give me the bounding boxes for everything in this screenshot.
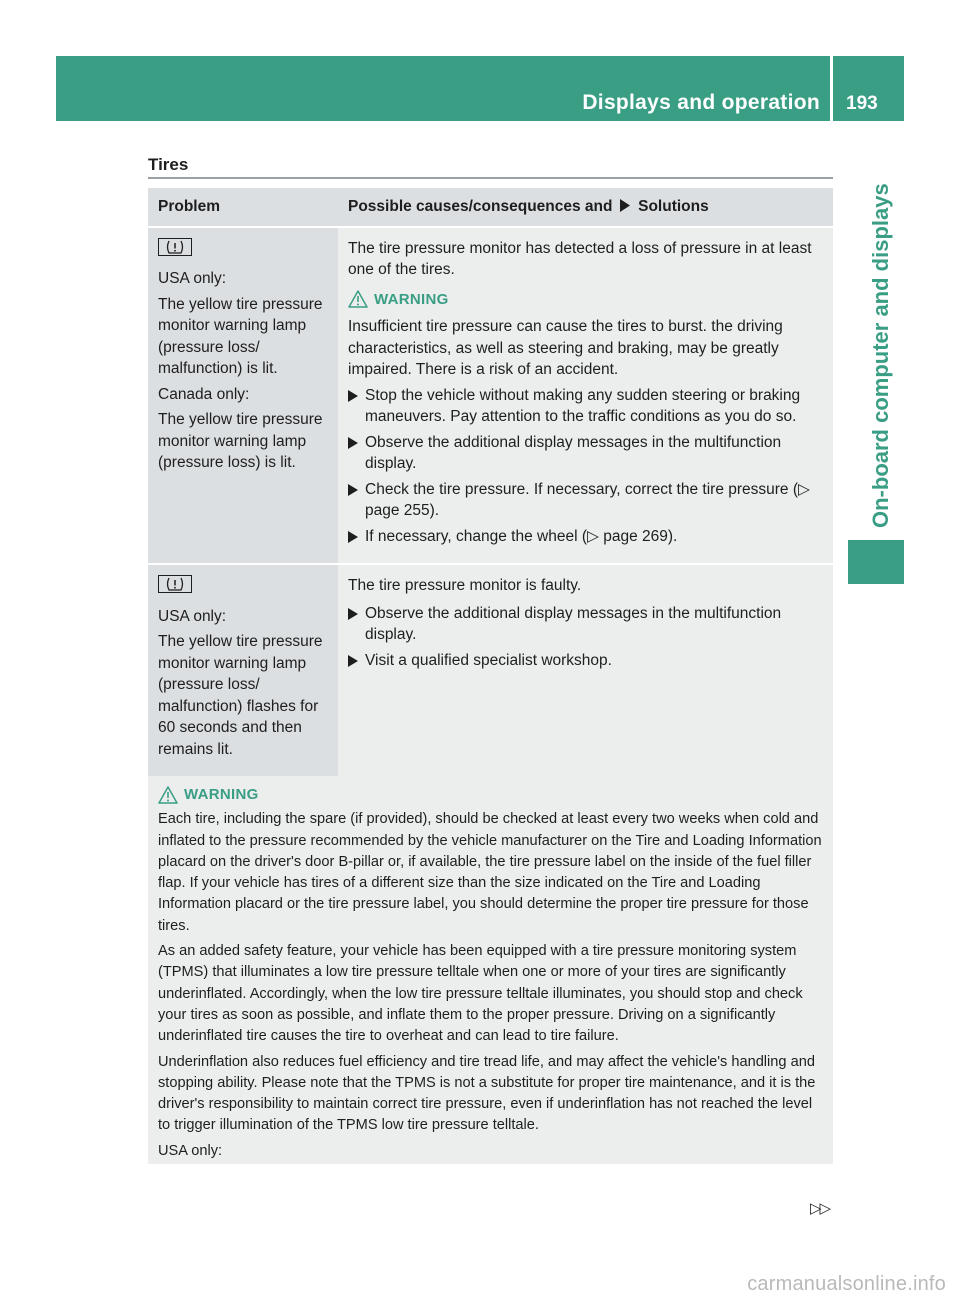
warning-paragraph: As an added safety feature, your vehicle has been equipped with a tire pressure monitoring system (TPMS) that illuminates a low tire pressure telltale when one or more of your tires are significantly underinflated. Accordingly, when the low tire pressure telltale illuminates, you should stop and check your tires as soon as possible, and inflate them to the proper pressure. Driving on a significantly underinflated tire causes the tire to overheat and can lead to tire failure.: [158, 943, 803, 1045]
step-arrow-icon: [348, 390, 358, 402]
table-row: [148, 564, 833, 777]
side-tab-marker: [848, 540, 904, 584]
side-tab-label: On-board computer and displays: [868, 183, 893, 528]
header-divider: [830, 56, 833, 121]
table-header-row: [148, 188, 833, 227]
column-header-causes-text: Possible causes/consequences and: [348, 198, 613, 215]
solution-step: [348, 432, 825, 475]
column-header-problem: Problem: [148, 188, 338, 227]
solution-step: [348, 650, 825, 672]
step-text: Visit a qualified specialist workshop.: [365, 651, 612, 669]
step-text: Check the tire pressure. If necessary, correct the tire pressure (▷ page 255).: [365, 480, 810, 519]
chapter-title: Displays and operation: [582, 91, 820, 114]
step-text: Stop the vehicle without making any sudden steering or braking maneuvers. Pay attention to the traffic conditions as you do so.: [365, 386, 801, 425]
problem-text: Canada only:: [158, 385, 250, 403]
warning-heading: [348, 289, 825, 311]
problem-cell: [148, 564, 338, 777]
solutions-cell: [338, 564, 833, 777]
warning-triangle-icon: [348, 290, 368, 308]
warning-paragraph: USA only:: [158, 1142, 223, 1159]
table-row: [148, 227, 833, 565]
solution-step: [348, 526, 825, 548]
warning-heading: [158, 784, 825, 805]
solution-step: [348, 385, 825, 428]
section-divider: [148, 177, 833, 179]
warning-label: WARNING: [184, 786, 259, 803]
solution-step: [348, 479, 825, 522]
tire-pressure-warning-icon: [158, 238, 192, 256]
warning-text: Insufficient tire pressure can cause the tires to burst. the driving characteristics, as well as steering and braking, may be greatly impaired. There is a risk of an accident.: [348, 318, 783, 378]
continued-icon: ▷▷: [810, 1200, 830, 1217]
page-number: 193: [846, 93, 878, 114]
cause-text: The tire pressure monitor is faulty.: [348, 577, 582, 594]
step-arrow-icon: [348, 437, 358, 449]
warning-paragraph: Underinflation also reduces fuel efficiency and tire tread life, and may affect the vehicle's handling and stopping ability. Please note that the TPMS is not a substitute for proper tire maintenance, and it is the driver's responsibility to maintain correct tire pressure, even if underinflation has not reached the level to trigger illumination of the TPMS low tire pressure telltale.: [158, 1053, 816, 1134]
problem-text: The yellow tire pressure monitor warning lamp (pressure loss/ malfunction) flashes for 60 seconds and then remains lit.: [158, 633, 323, 758]
problem-cell: [148, 227, 338, 565]
watermark: carmanualsonline.info: [747, 1273, 946, 1295]
step-text: Observe the additional display messages in the multifunction display.: [365, 604, 782, 643]
step-arrow-icon: [348, 655, 358, 667]
problem-text: The yellow tire pressure monitor warning lamp (pressure loss/ malfunction) is lit.: [158, 295, 323, 377]
problem-text: USA only:: [158, 270, 227, 287]
warning-label: WARNING: [374, 290, 449, 308]
step-arrow-icon: [348, 608, 358, 620]
section-title: Tires: [148, 155, 189, 174]
problem-table: [148, 188, 833, 778]
tire-pressure-warning-icon: [158, 575, 192, 593]
step-arrow-icon: [619, 199, 631, 212]
solutions-cell: [338, 227, 833, 565]
problem-text: USA only:: [158, 607, 227, 625]
warning-box: [148, 776, 833, 1164]
warning-paragraph: Each tire, including the spare (if provided), should be checked at least every two weeks when cold and inflated to the pressure recommended by the vehicle manufacturer on the Tire and Loading Information placard on the driver's door B-pillar or, if available, the tire pressure label on the inside of the fuel filler flap. If your vehicle has tires of a different size than the size indicated on the Tire and Loading Information placard or the tire pressure label, you should determine the proper tire pressure for those tires.: [158, 811, 822, 934]
column-header-solutions: [338, 188, 833, 227]
cause-text: The tire pressure monitor has detected a loss of pressure in at least one of the tires.: [348, 239, 812, 278]
step-text: Observe the additional display messages in the multifunction display.: [365, 433, 782, 472]
solution-step: [348, 603, 825, 646]
warning-triangle-icon: [158, 786, 178, 804]
problem-text: The yellow tire pressure monitor warning lamp (pressure loss) is lit.: [158, 411, 323, 471]
step-arrow-icon: [348, 484, 358, 496]
column-header-solutions-text: Solutions: [638, 198, 709, 215]
step-text: If necessary, change the wheel (▷ page 269).: [365, 527, 678, 545]
step-arrow-icon: [348, 531, 358, 543]
